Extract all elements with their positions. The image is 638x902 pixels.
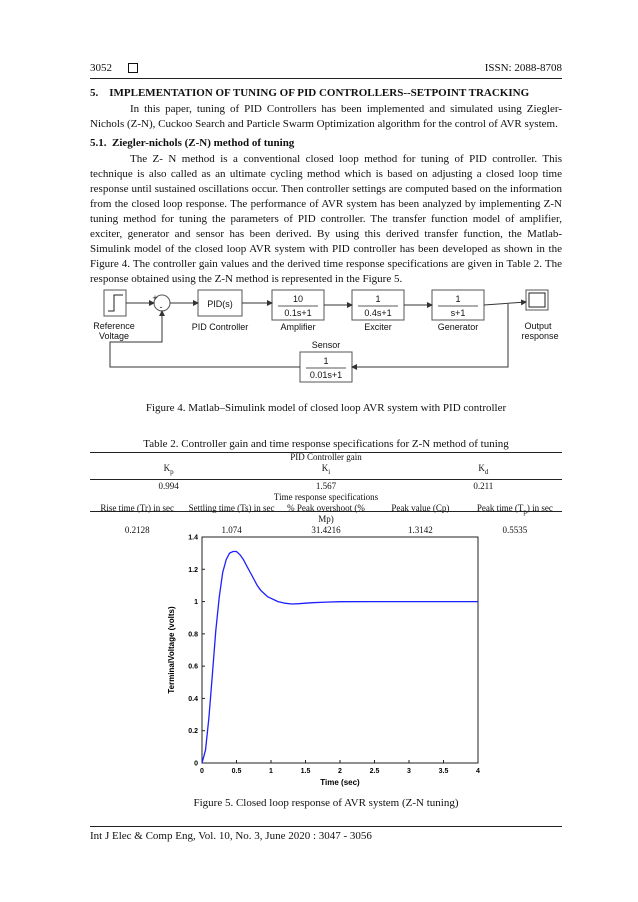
section-heading-5: 5. IMPLEMENTATION OF TUNING OF PID CONTROLLERS--SETPOINT TRACKING xyxy=(90,87,530,99)
spec-header-row xyxy=(90,503,562,525)
table-cell: Peak value (Cp) xyxy=(391,502,450,513)
x-tick-label: 2.5 xyxy=(369,768,380,775)
gain-header-row xyxy=(90,463,562,478)
y-tick-label: 0 xyxy=(194,760,198,768)
table-cell: 1.074 xyxy=(221,524,242,535)
pid-text: PID(s) xyxy=(207,299,233,309)
gain-header-kd: $K_d$ xyxy=(478,463,489,476)
y-tick-label: 0.2 xyxy=(188,728,198,736)
output-label-1: Output xyxy=(524,321,552,331)
table-2 xyxy=(90,452,562,536)
y-tick-label: 0.8 xyxy=(188,631,198,639)
gain-header-ki: $K_i$ xyxy=(321,463,331,476)
step-block xyxy=(104,290,126,316)
table-cell: 0.5535 xyxy=(502,524,528,535)
y-tick-label: 1 xyxy=(194,599,198,607)
table-cell: 0.2128 xyxy=(124,524,150,535)
response-chart xyxy=(160,525,490,790)
x-tick-label: 0.5 xyxy=(231,768,242,775)
table-bottom-rule xyxy=(90,511,562,512)
sensor-den: 0.01s+1 xyxy=(309,370,343,380)
x-tick-label: 3 xyxy=(407,768,411,775)
figure-4-caption: Figure 4. Matlab–Simulink model of closed loop AVR system with PID controller xyxy=(145,402,507,414)
table-group-gain: PID Controller gain xyxy=(290,452,362,462)
exc-den: 0.4s+1 xyxy=(364,308,392,318)
table-cell: 1.567 xyxy=(315,480,337,491)
simulink-diagram xyxy=(90,282,562,392)
table-cell: 31.4216 xyxy=(311,524,341,535)
amp-label: Amplifier xyxy=(280,322,316,332)
output-label-2: response xyxy=(521,331,559,341)
box-icon xyxy=(128,63,138,73)
sensor-num: 1 xyxy=(323,356,329,366)
header-rule xyxy=(90,78,562,79)
table-group-specs: Time response specifications xyxy=(273,491,379,502)
plot-area xyxy=(202,537,478,763)
y-tick-label: 0.6 xyxy=(188,663,198,671)
section-5-text: In this paper, tuning of PID Controllers has been implemented and simulated using Ziegler-Nichols (Z-N), Cuckoo Search and Particle Swarm Optimization algorithm for the control of AVR system. xyxy=(90,103,562,130)
table-cell: Rise time (Tr) in sec xyxy=(100,502,175,513)
table-cell: % Peak overshoot (% Mp) xyxy=(287,502,365,524)
pid-label: PID Controller xyxy=(191,322,249,332)
figure-5-caption: Figure 5. Closed loop response of AVR system (Z-N tuning) xyxy=(193,797,459,809)
reference-label-2: Voltage xyxy=(98,331,130,341)
x-tick-label: 1 xyxy=(269,768,273,775)
table-cell: 0.211 xyxy=(473,480,494,491)
footer-citation: Int J Elec & Comp Eng, Vol. 10, No. 3, June 2020 : 3047 - 3056 xyxy=(90,830,372,842)
exc-label: Exciter xyxy=(364,322,392,332)
y-tick-label: 1.2 xyxy=(188,566,198,574)
gain-header-kp: $K_p$ xyxy=(163,463,174,476)
footer-rule xyxy=(90,826,562,827)
x-tick-label: 2 xyxy=(338,768,342,775)
x-tick-label: 1.5 xyxy=(300,768,311,775)
x-tick-label: 4 xyxy=(476,768,480,775)
sum-minus: - xyxy=(159,302,163,312)
gen-num: 1 xyxy=(455,294,461,304)
table-cell: Settling time (Ts) in sec xyxy=(188,502,275,513)
x-tick-label: 3.5 xyxy=(438,768,449,775)
amp-num: 10 xyxy=(292,294,304,304)
issn: ISSN: 2088-8708 xyxy=(484,62,562,74)
table-cell: 0.994 xyxy=(158,480,179,491)
gen-label: Generator xyxy=(437,322,479,332)
exc-num: 1 xyxy=(375,294,381,304)
section-heading-5-1: 5.1. Ziegler-nichols (Z-N) method of tuning xyxy=(90,137,295,149)
section-5-1-text: The Z- N method is a conventional closed loop method for tuning of PID controller. This technique is also called as an ultimate cycling method which is based on adjusting a closed loop time response until sustained oscillations occur. Then controller settings are computed based on the information from the closed loop response. The performance of AVR system has been analyzed by implementing Z-N tuning method for tuning the parameters of PID controller. The transfer function model of amplifier, exciter, generator and sensor has been derived. By using this derived transfer function, the Matlab-Simulink model of the closed loop AVR system with PID controller has been developed as shown in the Figure 4. The controller gain values and the derived time response specifications are given in Table 2. The response obtained using the Z-N method is represented in the Figure 5. xyxy=(90,153,562,285)
y-axis-label: TerminalVoltage (volts) xyxy=(167,606,176,694)
amp-den: 0.1s+1 xyxy=(284,308,312,318)
gen-den: s+1 xyxy=(450,308,466,318)
table-2-caption: Table 2. Controller gain and time response specifications for Z-N method of tuning xyxy=(143,438,509,450)
y-tick-label: 1.4 xyxy=(188,534,198,542)
table-cell: 1.3142 xyxy=(408,524,433,535)
x-tick-label: 0 xyxy=(200,768,204,775)
y-tick-label: 0.4 xyxy=(188,695,198,703)
sum-plus: + xyxy=(152,293,158,303)
reference-label-1: Reference xyxy=(93,321,135,331)
sensor-label: Sensor xyxy=(311,340,341,350)
x-axis-label: Time (sec) xyxy=(320,778,360,787)
page-number: 3052 xyxy=(90,62,112,74)
table-cell: Peak time $(T_p)$ in sec xyxy=(476,502,553,516)
gain-values-row xyxy=(90,481,562,492)
